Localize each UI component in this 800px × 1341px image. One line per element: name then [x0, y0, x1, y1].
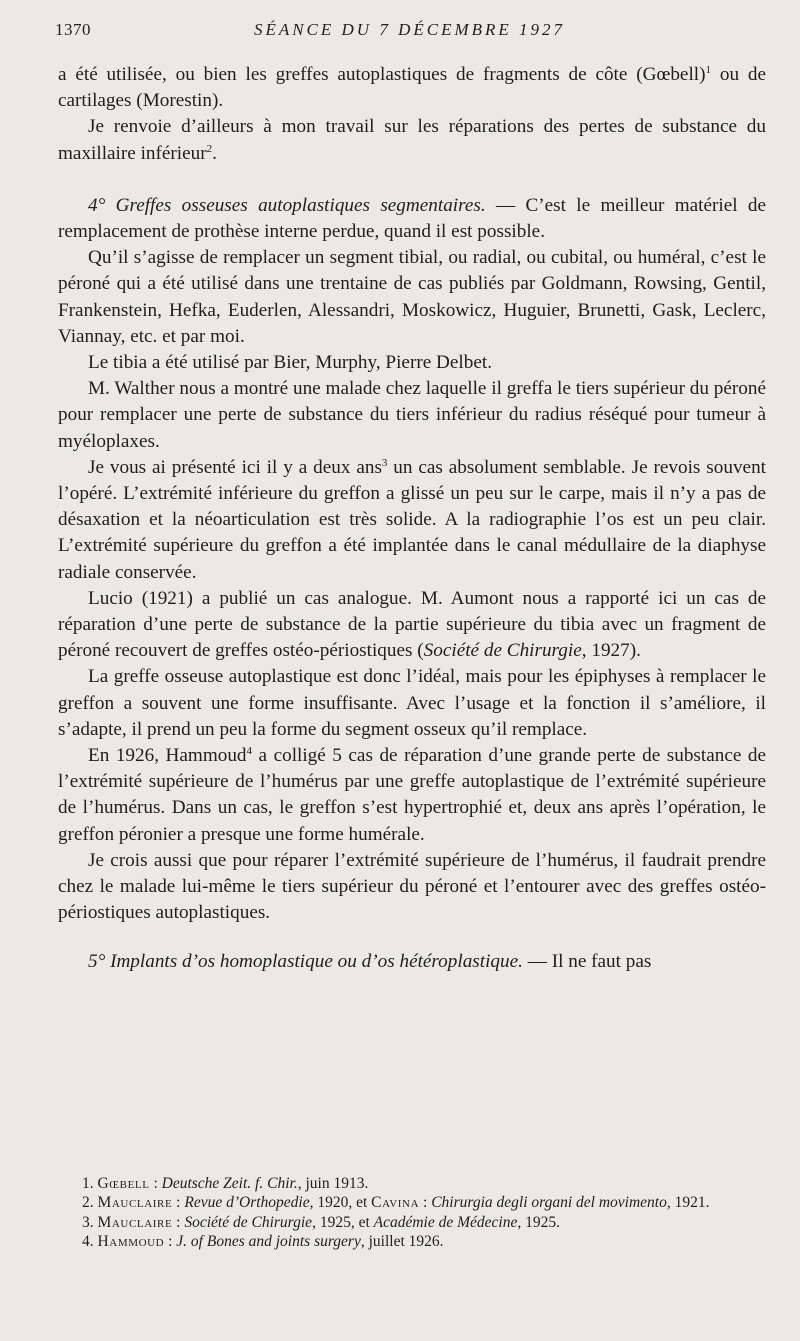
- footnote-ref: 4: [246, 745, 253, 758]
- text-run: a été utilisée, ou bien les greffes autoplastiques de fragments de côte (Gœbell): [58, 64, 706, 85]
- author: Gœbell: [97, 1175, 150, 1192]
- footnotes: [58, 1174, 766, 1252]
- text-run: :: [149, 1175, 162, 1192]
- journal-title: Revue d’Orthopedie: [184, 1194, 310, 1212]
- text-run: un cas absolument semblable. Je revois souvent l’opéré. L’extrémité inférieure du greffon a glissé un peu sur le carpe, mais il n’y a pas de désaxation et la néoarticulation est très solide. A la radiographie l’os est un peu clair. L’extrémité supérieure du greffon a été implantée dans le canal médullaire de la diaphyse radiale conservée.: [58, 456, 766, 583]
- paragraph: Je crois aussi que pour réparer l’extrémité supérieure de l’humérus, il faudrait prendre chez le malade lui-même le tiers supérieur du péroné et l’entourer avec des greffes ostéo-périostiques autoplastiques.: [58, 849, 766, 924]
- session-title: SÉANCE DU 7 DÉCEMBRE 1927: [253, 20, 566, 39]
- journal-title: J. of Bones and joints surgery: [176, 1233, 361, 1251]
- text-run: Lucio (1921) a publié un cas analogue. M. Aumont nous a rapporté ici un cas de réparation d’une perte de substance de la partie supérieure du tibia avec un fragment de péroné recouvert de greffes ostéo-périostiques (: [58, 587, 766, 662]
- paragraph: [58, 743, 766, 848]
- text-run: Je vous ai présenté ici il y a deux ans: [88, 456, 382, 478]
- journal-title: Chirurgia degli organi del movimento: [431, 1194, 667, 1212]
- text-run: — Il ne faut pas: [522, 950, 652, 972]
- journal-title: Académie de Médecine: [373, 1213, 518, 1231]
- paragraph: [58, 455, 766, 586]
- text-run: , juin 1913.: [297, 1175, 369, 1192]
- text-run: a colligé 5 cas de réparation d’une grande perte de substance de l’extrémité supérieure de l’humérus par une greffe autoplastique de l’extrémité supérieure de l’humérus. Dans un cas, le greffon s’est hypertrophié et, deux ans après l’opération, le greffon péronier a presque une forme humérale.: [58, 745, 766, 845]
- journal-title: Société de Chirurgie: [184, 1213, 313, 1231]
- text-run: Je renvoie d’ailleurs à mon travail sur les réparations des pertes de substance du maxillaire inférieur: [58, 116, 766, 164]
- text-run: , 1925.: [517, 1213, 560, 1231]
- text-run: :: [172, 1194, 185, 1212]
- main-text: [58, 62, 766, 975]
- footnote-3: [58, 1213, 766, 1232]
- text-run: , 1921.: [666, 1194, 710, 1212]
- footnote-number: 2.: [82, 1194, 98, 1212]
- text-run: :: [172, 1213, 185, 1231]
- page-number: 1370: [55, 20, 91, 39]
- footnote-ref: 3: [381, 456, 388, 469]
- text-run: :: [419, 1194, 432, 1212]
- paragraph: [58, 114, 766, 166]
- text-run: , 1925, et: [312, 1213, 374, 1231]
- text-run: — C’est le meilleur matériel de remplacement de prothèse interne perdue, quand il est possible.: [58, 194, 766, 243]
- journal-title: Deutsche Zeit. f. Chir.: [161, 1175, 298, 1192]
- text-run: , 1927).: [581, 640, 641, 662]
- paragraph: Qu’il s’agisse de remplacer un segment tibial, ou radial, ou cubital, ou huméral, c’est le péroné qui a été utilisé dans une trentaine de cas publiés par Goldmann, Rowsing, Gentil, Frankenstein, Hefka, Euderlen, Alessandri, Moskowicz, Huguier, Brunetti, Gask, Leclerc, Viannay, etc. et par moi.: [58, 247, 766, 347]
- text-run: .: [212, 142, 217, 164]
- section-heading: 5° Implants d’os homoplastique ou d’os hétéroplastique.: [88, 950, 523, 972]
- text-run: ou de cartilages (Morestin).: [58, 64, 766, 112]
- footnote-4: [58, 1232, 766, 1251]
- author: Hammoud: [97, 1233, 165, 1251]
- section-4-paragraph: [58, 193, 766, 245]
- section-heading: 4° Greffes osseuses autoplastiques segmentaires.: [88, 194, 486, 216]
- text-run: , juillet 1926.: [360, 1233, 444, 1251]
- author: Mauclaire: [97, 1194, 173, 1212]
- text-run: :: [164, 1233, 177, 1251]
- paragraph: Le tibia a été utilisé par Bier, Murphy, Pierre Delbet.: [88, 352, 492, 374]
- journal-title: Société de Chirurgie: [423, 640, 582, 662]
- paragraph: La greffe osseuse autoplastique est donc l’idéal, mais pour les épiphyses à remplacer le greffon a souvent une forme insuffisante. Avec l’usage et la fonction il s’améliore, il s’adapte, il prend un peu la forme du segment osseux qu’il remplace.: [58, 666, 766, 740]
- paragraph: [58, 586, 766, 665]
- footnote-number: 4.: [82, 1233, 98, 1251]
- author: Cavina: [371, 1194, 420, 1212]
- text-run: , 1920, et: [309, 1194, 372, 1212]
- footnote-2: [58, 1193, 766, 1212]
- section-5-paragraph: [58, 949, 766, 975]
- footnote-ref: 1: [705, 64, 712, 76]
- author: Mauclaire: [97, 1213, 173, 1231]
- footnote-1: [58, 1174, 766, 1193]
- paragraph: M. Walther nous a montré une malade chez laquelle il greffa le tiers supérieur du péroné pour remplacer une perte de substance du tiers inférieur du radius réséqué pour tumeur à myéloplaxes.: [58, 378, 766, 452]
- footnote-ref: 2: [206, 142, 213, 155]
- running-head: [55, 20, 764, 46]
- paragraph: [58, 62, 766, 114]
- text-run: En 1926, Hammoud: [88, 745, 247, 767]
- footnote-number: 3.: [82, 1213, 98, 1231]
- footnote-number: 1.: [82, 1175, 98, 1192]
